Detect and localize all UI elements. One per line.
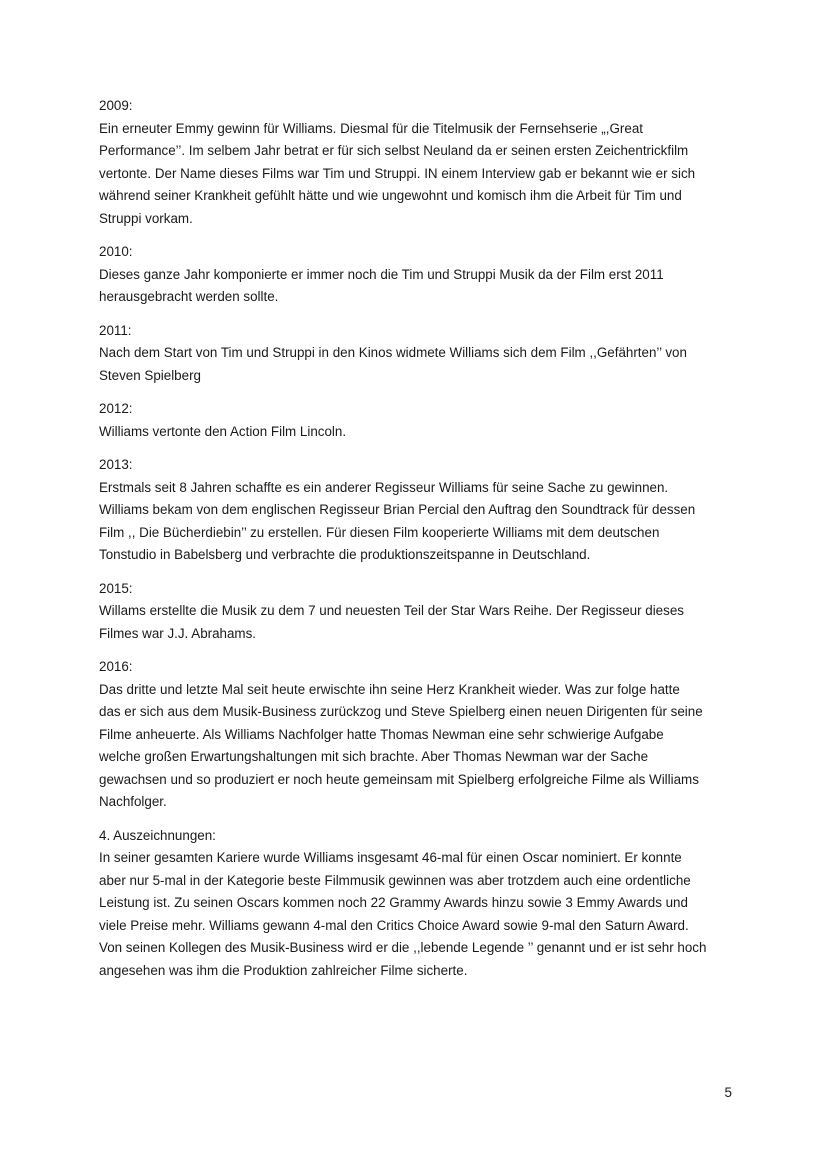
text-line: Performance’’. Im selbem Jahr betrat er für sich selbst Neuland da er seinen ersten Zeichentrickfilm xyxy=(99,143,689,158)
text-line: In seiner gesamten Kariere wurde Williams insgesamt 46-mal für einen Oscar nominiert. Er konnte xyxy=(99,850,682,865)
document-body xyxy=(99,95,739,993)
text-line: vertonte. Der Name dieses Films war Tim und Struppi. IN einem Interview gab er bekannt wie er sich xyxy=(99,165,696,181)
year-heading-2016: 2016: xyxy=(99,659,133,674)
year-heading-2012: 2012: xyxy=(99,401,133,416)
page-number: 5 xyxy=(724,1085,732,1100)
text-line: Struppi vorkam. xyxy=(99,210,193,226)
text-line: Erstmals seit 8 Jahren schaffte es ein anderer Regisseur Williams für seine Sache zu gewinnen. xyxy=(99,479,669,495)
text-line: Williams vertonte den Action Film Lincoln. xyxy=(99,423,347,439)
paragraph-2009 xyxy=(99,118,739,231)
text-line: Williams bekam von dem englischen Regisseur Brian Percial den Auftrag den Soundtrack für dessen xyxy=(99,502,696,517)
paragraph-auszeichnungen xyxy=(99,847,739,982)
text-line: Filme anheuerte. Als Williams Nachfolger hatte Thomas Newman eine sehr schwierige Aufgabe xyxy=(99,726,664,742)
section-heading-auszeichnungen: 4. Auszeichnungen: xyxy=(99,827,216,843)
paragraph-2013 xyxy=(99,477,739,567)
year-heading-2013: 2013: xyxy=(99,457,133,472)
text-line: Nachfolger. xyxy=(99,794,167,809)
text-line: Von seinen Kollegen des Musik-Business wird er die ,,lebende Legende ’’ genannt und er ist sehr hoch xyxy=(99,940,707,955)
paragraph-2011 xyxy=(99,342,739,387)
year-heading-2009: 2009: xyxy=(99,98,133,113)
paragraph-2012 xyxy=(99,421,739,444)
text-line: Tonstudio in Babelsberg und verbrachte die produktionszeitspanne in Deutschland. xyxy=(99,547,591,562)
paragraph-2016 xyxy=(99,679,739,814)
text-line: welche großen Erwartungshaltungen mit sich brachte. Aber Thomas Newman war der Sache xyxy=(99,749,649,764)
text-line: Steven Spielberg xyxy=(99,367,201,383)
paragraph-2015 xyxy=(99,600,739,645)
paragraph-2010 xyxy=(99,264,739,309)
text-line: das er sich aus dem Musik-Business zurückzog und Steve Spielberg einen neuen Dirigenten für seine xyxy=(99,704,703,719)
text-line: herausgebracht werden sollte. xyxy=(99,289,279,304)
text-line: Dieses ganze Jahr komponierte er immer noch die Tim und Struppi Musik da der Film erst 2011 xyxy=(99,266,664,282)
text-line: viele Preise mehr. Williams gewann 4-mal den Critics Choice Award sowie 9-mal den Saturn Award. xyxy=(99,917,689,933)
text-line: während seiner Krankheit gefühlt hätte und wie ungewohnt und komisch ihm die Arbeit für Tim und xyxy=(99,188,682,203)
text-line: Film ,, Die Bücherdiebin’’ zu erstellen. Für diesen Film kooperierte Williams mit dem deutschen xyxy=(99,524,660,540)
text-line: Filmes war J.J. Abrahams. xyxy=(99,625,257,641)
year-heading-2010: 2010: xyxy=(99,244,133,259)
text-line: gewachsen und so produziert er noch heute gemeinsam mit Spielberg erfolgreiche Filme als Williams xyxy=(99,771,699,787)
text-line: Das dritte und letzte Mal seit heute erwischte ihn seine Herz Krankheit wieder. Was zur folge hatte xyxy=(99,681,680,697)
text-line: Nach dem Start von Tim und Struppi in den Kinos widmete Williams sich dem Film ,,Gefährten’’ von xyxy=(99,345,687,360)
text-line: Ein erneuter Emmy gewinn für Williams. Diesmal für die Titelmusik der Fernsehserie „,Great xyxy=(99,120,643,136)
year-heading-2015: 2015: xyxy=(99,580,133,596)
text-line: aber nur 5-mal in der Kategorie beste Filmmusik gewinnen was aber trotzdem auch eine ordentliche xyxy=(99,872,691,888)
text-line: angesehen was ihm die Produktion zahlreicher Filme sicherte. xyxy=(99,962,468,978)
year-heading-2011: 2011: xyxy=(99,322,132,338)
text-line: Willams erstellte die Musik zu dem 7 und neuesten Teil der Star Wars Reihe. Der Regisseur dieses xyxy=(99,603,684,618)
text-line: Leistung ist. Zu seinen Oscars kommen noch 22 Grammy Awards hinzu sowie 3 Emmy Awards und xyxy=(99,895,688,910)
